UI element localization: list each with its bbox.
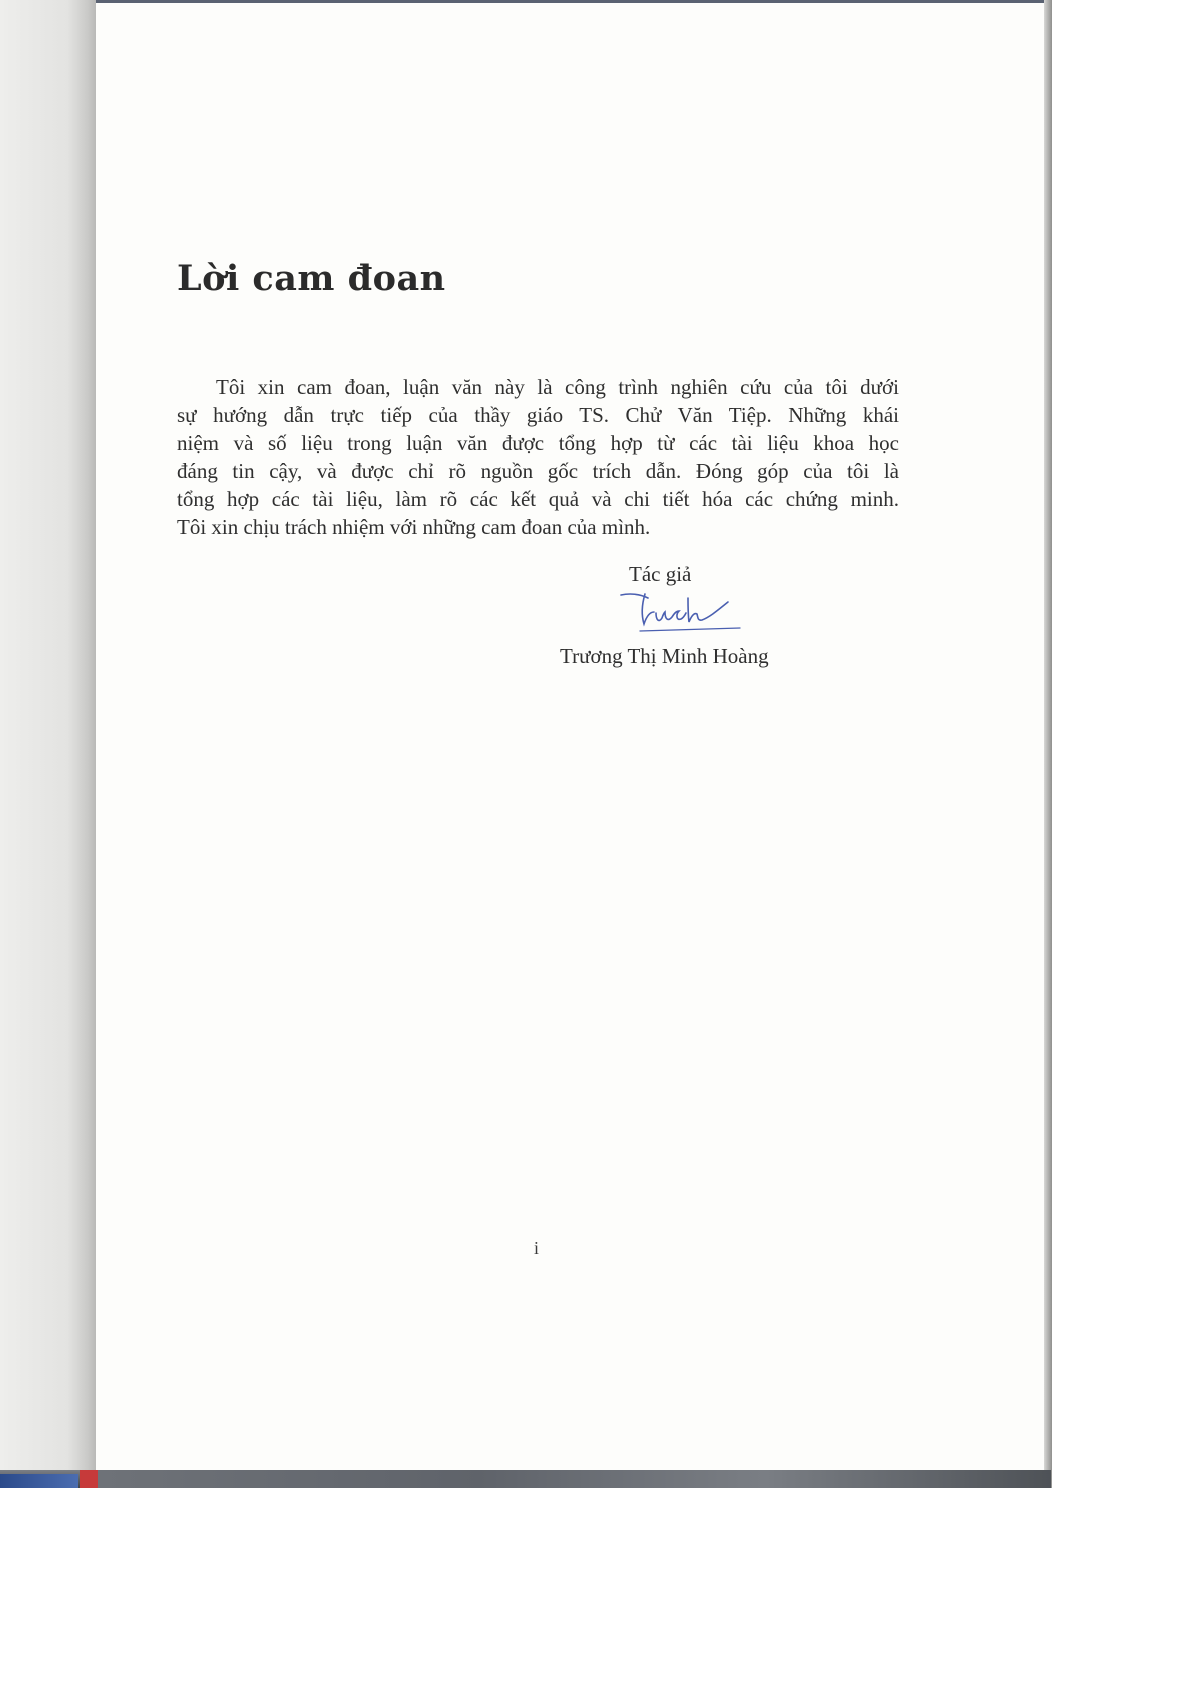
paragraph-line: niệm và số liệu trong luận văn được tổng hợp từ các tài liệu khoa học <box>177 431 899 455</box>
page-title: Lời cam đoan <box>177 258 446 299</box>
paragraph-line: Tôi xin cam đoan, luận văn này là công trình nghiên cứu của tôi dưới <box>216 375 899 399</box>
declaration-paragraph <box>177 373 899 541</box>
signature-role-label: Tác giả <box>629 562 692 586</box>
page-number: i <box>534 1238 540 1258</box>
paragraph-line: tổng hợp các tài liệu, làm rõ các kết quả và chi tiết hóa các chứng minh. <box>177 487 899 511</box>
book-cover-edge-bottom <box>0 1470 1051 1488</box>
paragraph-line: sự hướng dẫn trực tiếp của thầy giáo TS. Chử Văn Tiệp. Những khái <box>177 403 899 427</box>
cover-blue-strip <box>0 1474 78 1488</box>
binding-edge-left <box>0 0 96 1488</box>
paragraph-line: Tôi xin chịu trách nhiệm với những cam đoan của mình. <box>177 515 651 539</box>
cover-shadow-strip <box>98 1470 1051 1488</box>
document-page <box>96 3 1044 1474</box>
page-edge-right <box>1044 0 1052 1488</box>
cover-red-strip <box>80 1470 98 1488</box>
paragraph-line: đáng tin cậy, và được chỉ rõ nguồn gốc trích dẫn. Đóng góp của tôi là <box>177 459 899 483</box>
handwritten-signature <box>618 590 743 640</box>
author-name: Trương Thị Minh Hoàng <box>560 644 769 668</box>
